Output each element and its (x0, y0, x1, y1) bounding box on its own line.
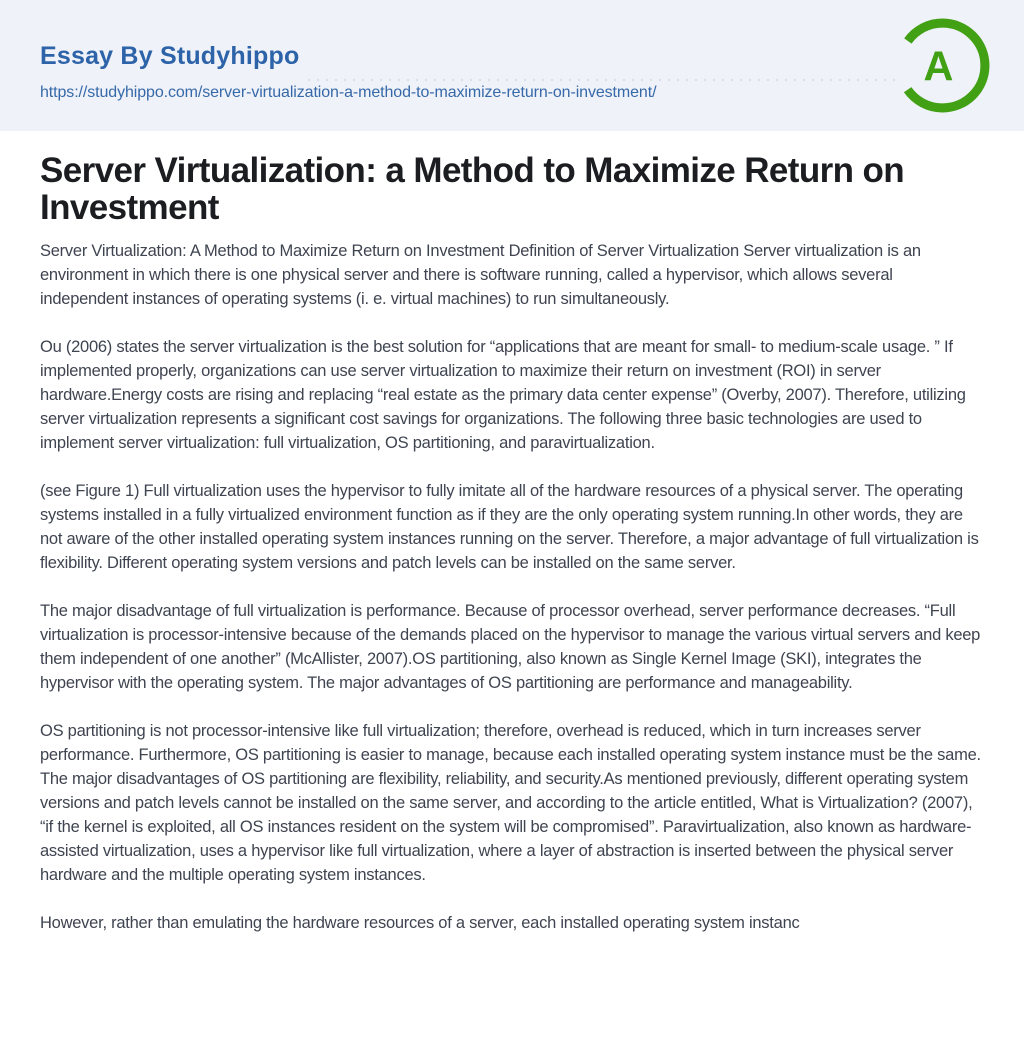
dotted-separator (308, 79, 896, 81)
studyhippo-logo (894, 17, 991, 114)
essay-content (0, 131, 1024, 935)
essay-title: Server Virtualization: a Method to Maximize Return on Investment (40, 151, 905, 227)
essay-paragraph: (see Figure 1) Full virtualization uses the hypervisor to fully imitate all of the hardware resources of a physical server. The operating systems installed in a fully virtualized environment function as if they are the only operating system running.In other words, they are not aware of the other installed operating system instances running on the server. Therefore, a major advantage of full virtualization is flexibility. Different operating system versions and patch levels can be installed on the same server. (40, 482, 979, 572)
site-header (0, 0, 1024, 131)
site-title: Essay By Studyhippo (40, 42, 300, 70)
essay-paragraph-clipped: However, rather than emulating the hardware resources of a server, each installed operating system instanc (40, 914, 800, 932)
essay-paragraph: Server Virtualization: A Method to Maximize Return on Investment Definition of Server Virtualization Server virtualization is an environment in which there is one physical server and there is software running, called a hypervisor, which allows several independent instances of operating systems (i. e. virtual machines) to run simultaneously. (40, 242, 921, 308)
essay-paragraph: OS partitioning is not processor-intensive like full virtualization; therefore, overhead is reduced, which in turn increases server performance. Furthermore, OS partitioning is easier to manage, because each installed operating system instance must be the same. The major disadvantages of OS partitioning are flexibility, reliability, and security.As mentioned previously, different operating system versions and patch levels cannot be installed on the same server, and according to the article entitled, What is Virtualization? (2007), “if the kernel is exploited, all OS instances resident on the system will be compromised”. Paravirtualization, also known as hardware-assisted virtualization, uses a hypervisor like full virtualization, where a layer of abstraction is inserted between the physical server hardware and the multiple operating system instances. (40, 722, 981, 884)
essay-paragraph: The major disadvantage of full virtualization is performance. Because of processor overhead, server performance decreases. “Full virtualization is processor-intensive because of the demands placed on the hypervisor to manage the various virtual servers and keep them independent of one another” (McAllister, 2007).OS partitioning, also known as Single Kernel Image (SKI), integrates the hypervisor with the operating system. The major advantages of OS partitioning are performance and manageability. (40, 602, 981, 692)
logo-letter: A (923, 43, 954, 90)
essay-paragraph: Ou (2006) states the server virtualization is the best solution for “applications that are meant for small- to medium-scale usage. ” If implemented properly, organizations can use server virtualization to maximize their return on investment (ROI) in server hardware.Energy costs are rising and replacing “real estate as the primary data center expense” (Overby, 2007). Therefore, utilizing server virtualization represents a significant cost savings for organizations. The following three basic technologies are used to implement server virtualization: full virtualization, OS partitioning, and paravirtualization. (40, 338, 966, 452)
essay-url-link[interactable]: https://studyhippo.com/server-virtualization-a-method-to-maximize-return-on-investment/ (40, 84, 657, 101)
logo-ring-icon (894, 17, 991, 114)
